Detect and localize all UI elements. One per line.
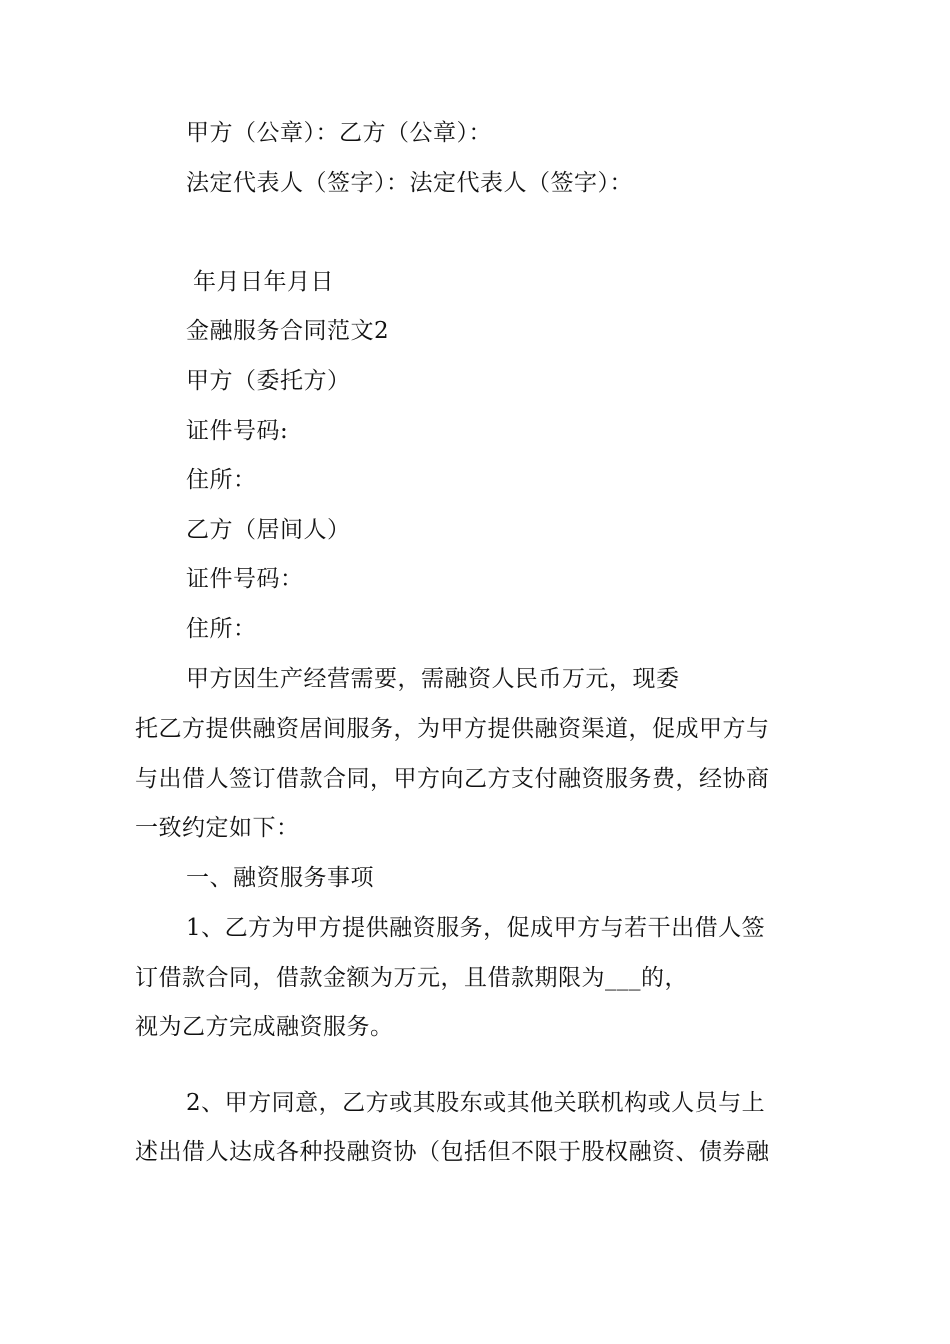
clause-1-line-3: 视为乙方完成融资服务。 bbox=[135, 1014, 394, 1040]
clause-1-line-2: 订借款合同，借款金额为万元，且借款期限为___的， bbox=[135, 965, 688, 991]
clause-1-line-1: 1、乙方为甲方提供融资服务，促成甲方与若干出借人签 bbox=[186, 915, 766, 941]
section-heading-1: 一、融资服务事项 bbox=[186, 865, 374, 891]
date-line: 年月日年月日 bbox=[193, 269, 334, 295]
party-b-label: 乙方（居间人） bbox=[186, 517, 351, 543]
signature-line-seal: 甲方（公章）：乙方（公章）： bbox=[186, 120, 492, 146]
party-b-id-number: 证件号码： bbox=[186, 566, 304, 592]
clause-2-line-2: 述出借人达成各种投融资协（包括但不限于股权融资、债券融 bbox=[135, 1139, 770, 1165]
party-a-id-number: 证件号码: bbox=[186, 418, 289, 444]
preamble-line-4: 一致约定如下： bbox=[135, 815, 300, 841]
preamble-line-1: 甲方因生产经营需要，需融资人民币万元，现委 bbox=[186, 666, 680, 692]
clause-2-line-1: 2、甲方同意，乙方或其股东或其他关联机构或人员与上 bbox=[186, 1090, 766, 1116]
party-a-address: 住所： bbox=[186, 467, 257, 493]
preamble-line-2: 托乙方提供融资居间服务，为甲方提供融资渠道，促成甲方与 bbox=[135, 716, 770, 742]
document-title: 金融服务合同范文2 bbox=[186, 318, 390, 344]
party-b-address: 住所： bbox=[186, 616, 257, 642]
party-a-label: 甲方（委托方） bbox=[186, 368, 351, 394]
signature-line-representative: 法定代表人（签字）：法定代表人（签字）： bbox=[186, 170, 633, 196]
preamble-line-3: 与出借人签订借款合同，甲方向乙方支付融资服务费，经协商 bbox=[135, 766, 770, 792]
